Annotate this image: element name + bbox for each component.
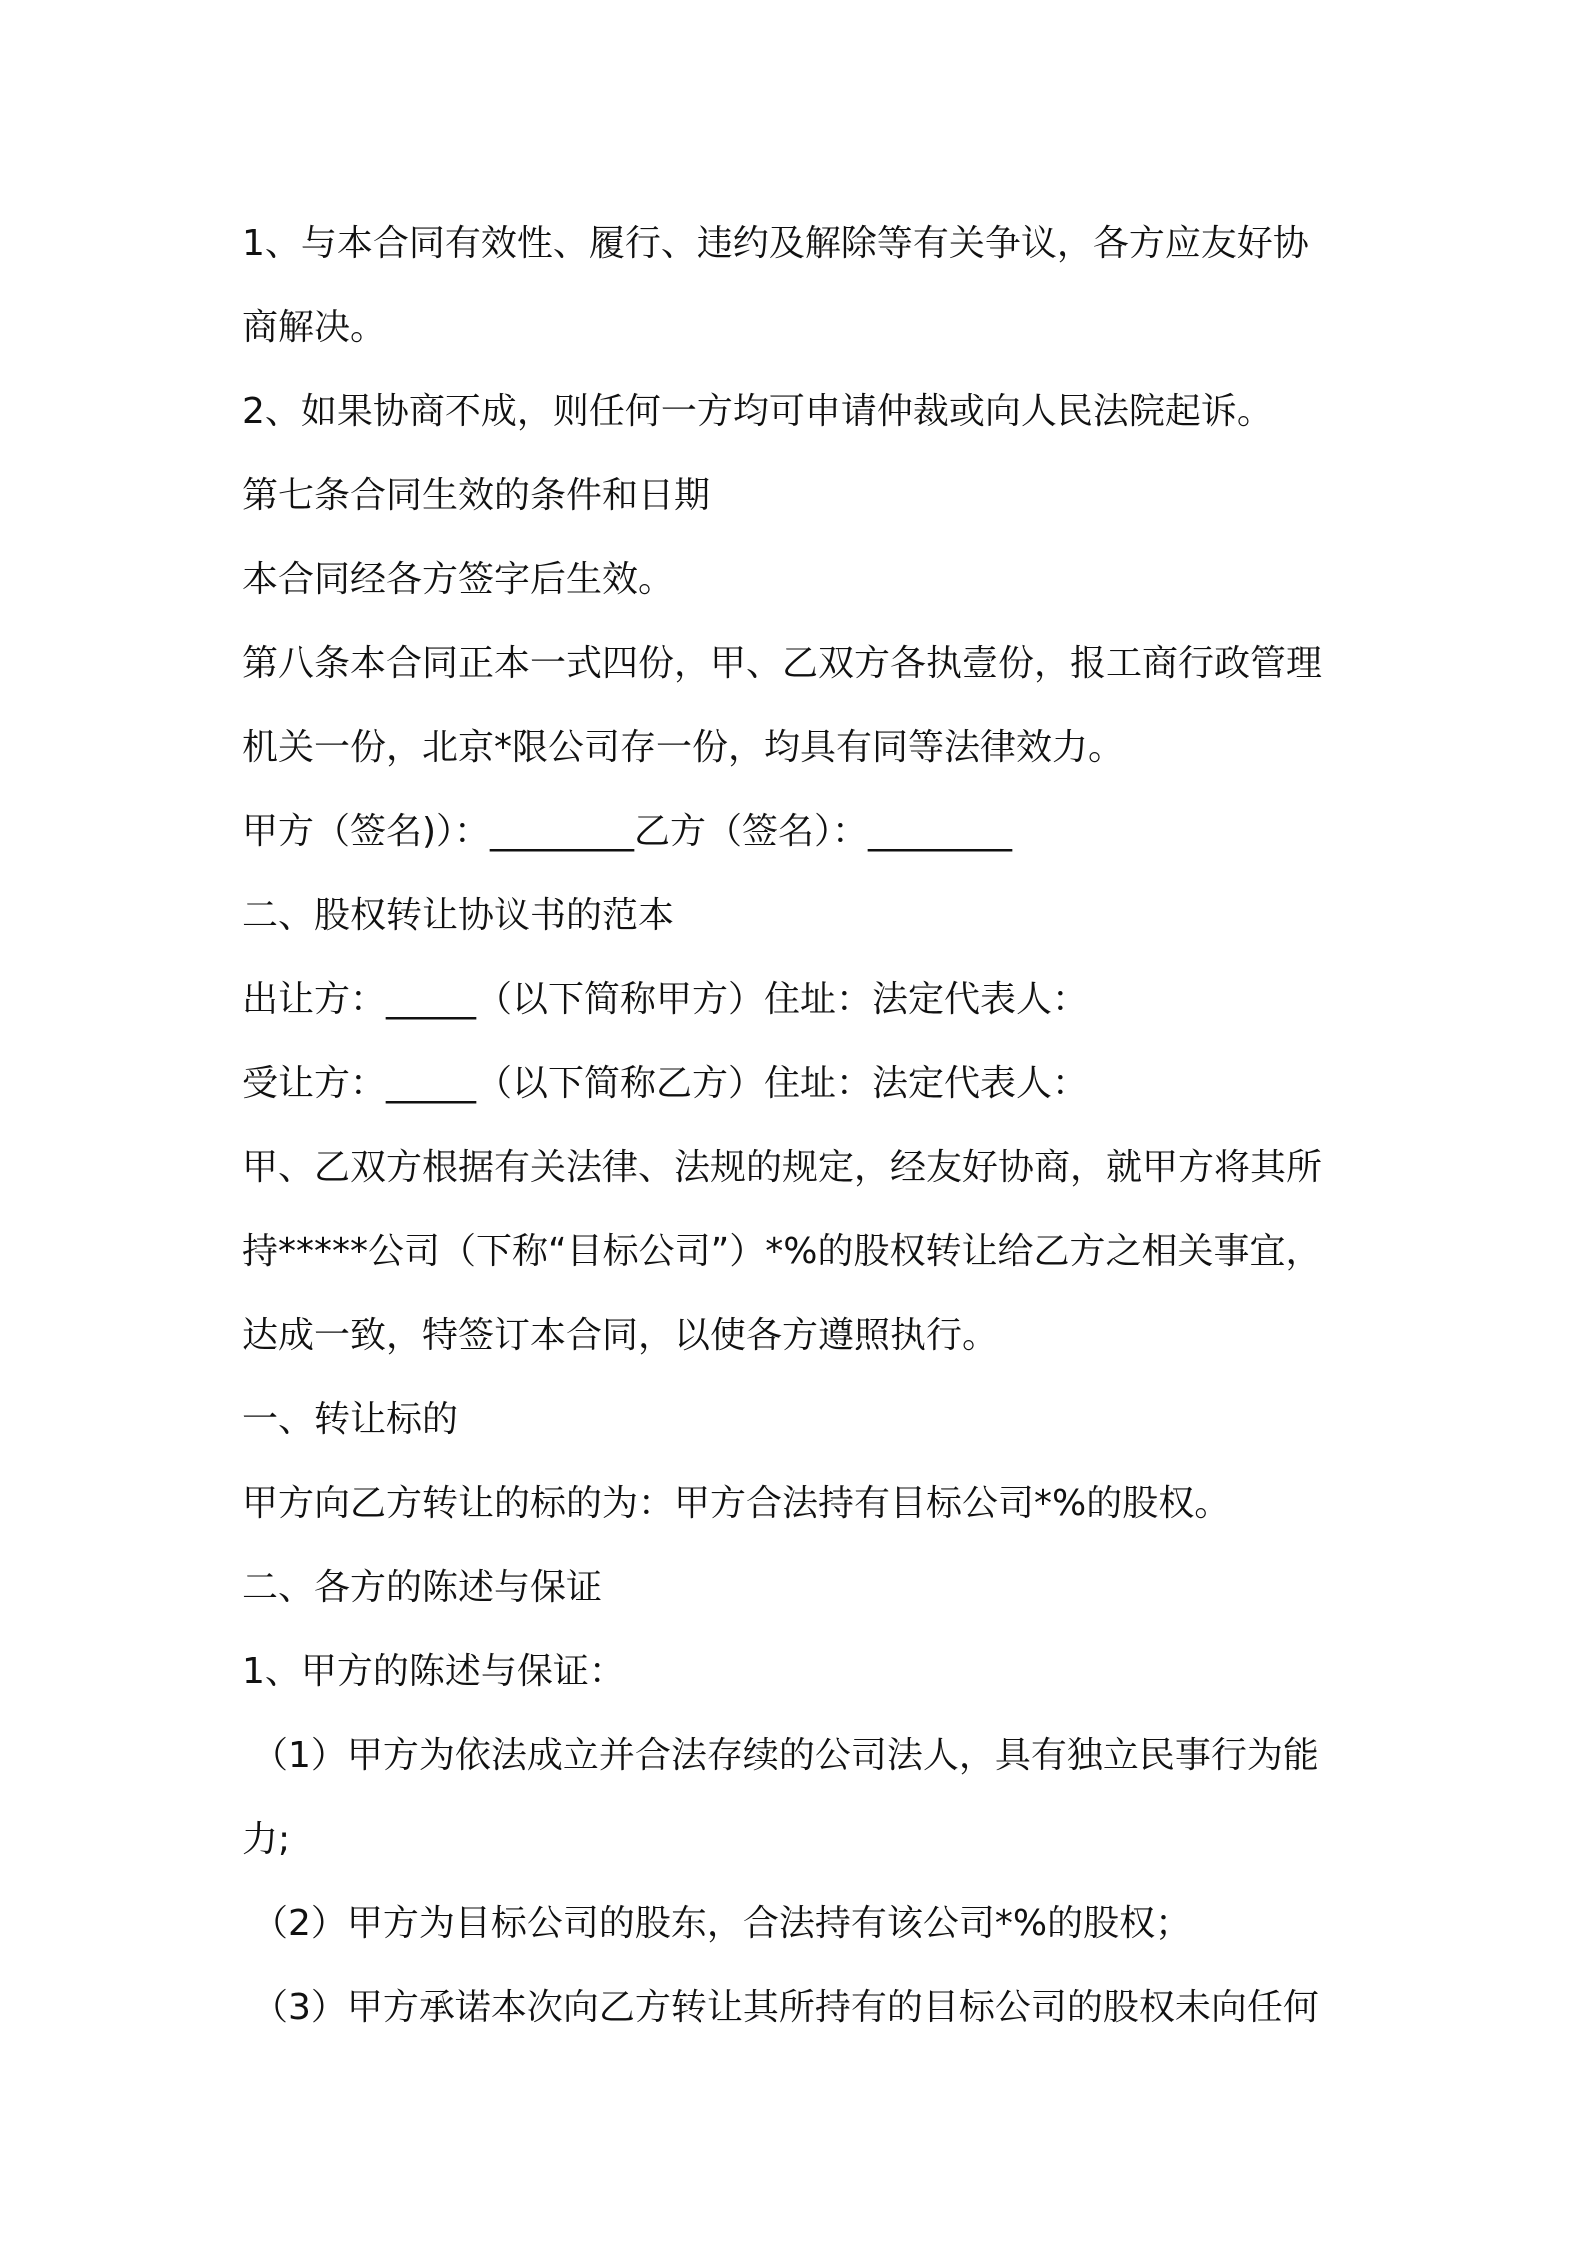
clause-dispute-1-line-2: 商解决。 (242, 307, 387, 348)
transfer-subject-heading: 一、转让标的 (242, 1399, 459, 1440)
preamble-line-3: 达成一致，特签订本合同，以使各方遵照执行。 (242, 1315, 999, 1356)
article-7-text: 本合同经各方签字后生效。 (242, 559, 675, 600)
transferor-line: 出让方：_____（以下简称甲方）住址：法定代表人： (242, 979, 1089, 1020)
representation-2: （2）甲方为目标公司的股东，合法持有该公司*%的股权； (252, 1903, 1192, 1944)
transfer-subject-text: 甲方向乙方转让的标的为：甲方合法持有目标公司*%的股权。 (242, 1483, 1231, 1524)
section-2-heading: 二、股权转让协议书的范本 (242, 895, 675, 936)
signature-line: 甲方（签名)）：________乙方（签名）：________ (242, 811, 1013, 852)
party-a-representations-heading: 1、甲方的陈述与保证： (242, 1651, 625, 1692)
representations-heading: 二、各方的陈述与保证 (242, 1567, 603, 1608)
document-body (242, 202, 1362, 2050)
preamble-line-2: 持*****公司（下称“目标公司”）*%的股权转让给乙方之相关事宜， (242, 1231, 1322, 1272)
representation-3-line-1: （3）甲方承诺本次向乙方转让其所持有的目标公司的股权未向任何 (252, 1987, 1319, 2028)
preamble-line-1: 甲、乙双方根据有关法律、法规的规定，经友好协商，就甲方将其所 (242, 1147, 1323, 1188)
representation-1-line-2: 力; (242, 1819, 291, 1860)
representation-1-line-1: （1）甲方为依法成立并合法存续的公司法人，具有独立民事行为能 (252, 1735, 1319, 1776)
clause-dispute-1-line-1: 1、与本合同有效性、履行、违约及解除等有关争议，各方应友好协 (242, 223, 1309, 264)
article-8-line-1: 第八条本合同正本一式四份，甲、乙双方各执壹份，报工商行政管理 (242, 643, 1323, 684)
transferee-line: 受让方：_____（以下简称乙方）住址：法定代表人： (242, 1063, 1089, 1104)
article-7-heading: 第七条合同生效的条件和日期 (242, 475, 711, 516)
clause-dispute-2: 2、如果协商不成，则任何一方均可申请仲裁或向人民法院起诉。 (242, 391, 1273, 432)
article-8-line-2: 机关一份，北京*限公司存一份，均具有同等法律效力。 (242, 727, 1125, 768)
